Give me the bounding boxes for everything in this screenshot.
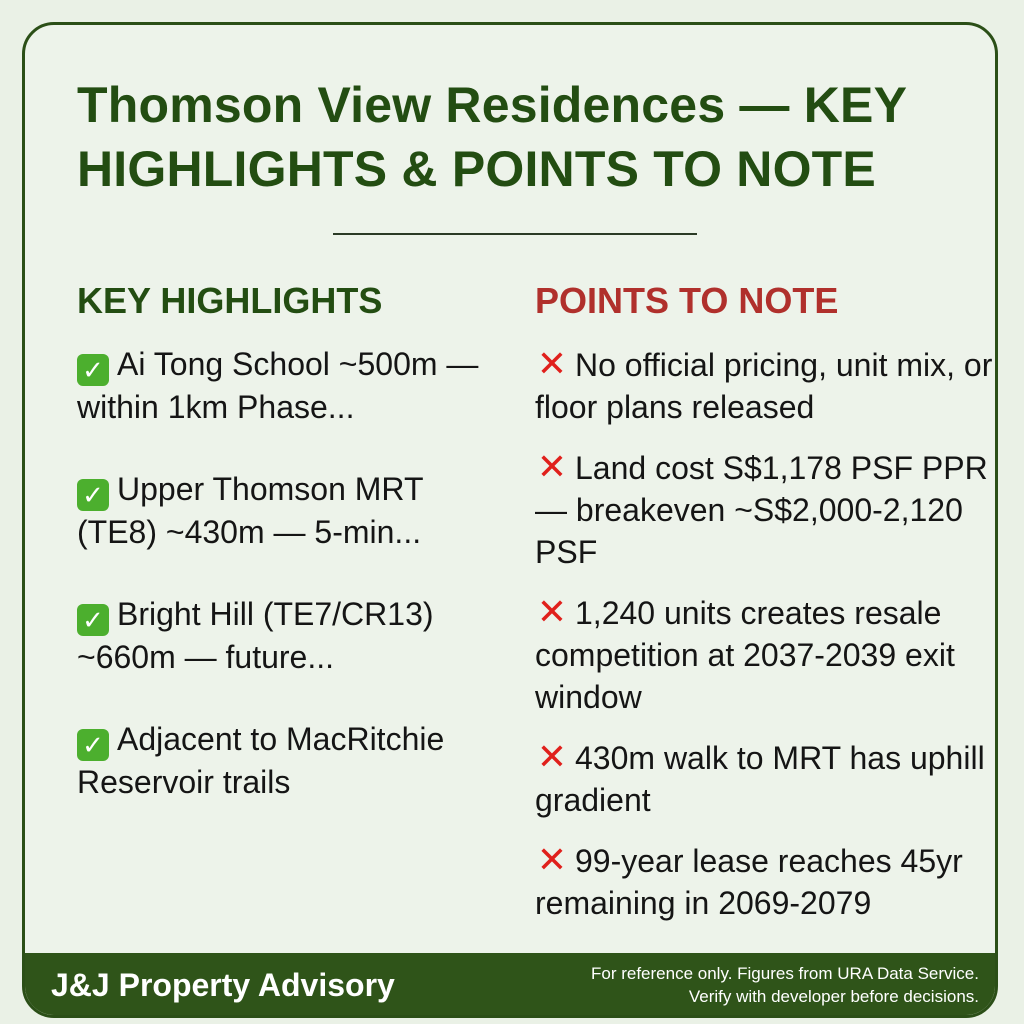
infographic-card (22, 22, 998, 1018)
highlight-item: ✓ Ai Tong School ~500m — within 1km Phase... (77, 346, 479, 425)
cross-mark-icon: ✕ (536, 839, 568, 880)
check-mark-icon: ✓ (77, 479, 109, 511)
disclaimer: For reference only. Figures from URA Data Service. Verify with developer before decisions. (591, 964, 979, 1006)
highlight-item: ✓ Adjacent to MacRitchie Reservoir trails (77, 721, 445, 800)
note-item: ✕ No official pricing, unit mix, or floor plans released (535, 343, 993, 425)
cross-mark-icon: ✕ (536, 736, 568, 777)
note-item: ✕ 1,240 units creates resale competition at 2037-2039 exit window (535, 591, 955, 715)
highlight-item: ✓ Upper Thomson MRT (TE8) ~430m — 5-min... (77, 471, 423, 550)
key-highlights-column (77, 279, 507, 843)
check-mark-icon: ✓ (77, 354, 109, 386)
page-title: Thomson View Residences — KEY HIGHLIGHTS & POINTS TO NOTE (77, 77, 907, 197)
points-to-note-heading: POINTS TO NOTE (535, 280, 839, 321)
key-highlights-heading: KEY HIGHLIGHTS (77, 280, 383, 321)
brand-name: J&J Property Advisory (51, 967, 395, 1003)
note-item: ✕ Land cost S$1,178 PSF PPR — breakeven ~S$2,000-2,120 PSF (535, 446, 988, 570)
highlight-item: ✓ Bright Hill (TE7/CR13) ~660m — future... (77, 596, 434, 675)
check-mark-icon: ✓ (77, 604, 109, 636)
cross-mark-icon: ✕ (536, 446, 568, 487)
note-item: ✕ 99-year lease reaches 45yr remaining in 2069-2079 (535, 839, 963, 921)
points-to-note-column (535, 279, 995, 942)
cross-mark-icon: ✕ (536, 591, 568, 632)
footer-bar (25, 953, 995, 1015)
divider (333, 233, 697, 235)
note-item: ✕ 430m walk to MRT has uphill gradient (535, 736, 985, 818)
check-mark-icon: ✓ (77, 729, 109, 761)
cross-mark-icon: ✕ (536, 343, 568, 384)
